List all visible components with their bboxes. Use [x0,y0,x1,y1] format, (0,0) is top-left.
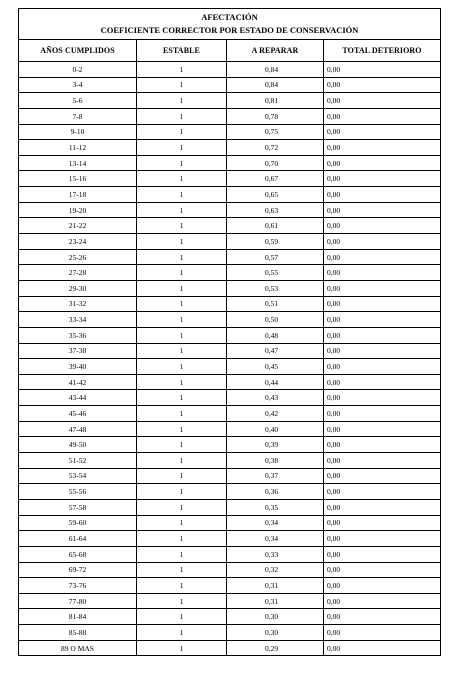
estable-cell: 1 [137,327,227,343]
a-reparar-cell: 0,34 [227,515,324,531]
estable-cell: 1 [137,374,227,390]
table-row [19,343,441,359]
a-reparar-cell: 0,43 [227,390,324,406]
a-reparar-cell: 0,55 [227,265,324,281]
a-reparar-cell: 0,50 [227,312,324,328]
age-range-cell: 29-30 [19,280,137,296]
table-row [19,640,441,656]
table-row [19,468,441,484]
estable-cell: 1 [137,453,227,469]
age-range-cell: 41-42 [19,374,137,390]
total-deterioro-cell: 0,00 [324,499,441,515]
total-deterioro-cell: 0,00 [324,202,441,218]
total-deterioro-cell: 0,00 [324,93,441,109]
total-deterioro-cell: 0,00 [324,546,441,562]
a-reparar-cell: 0,34 [227,531,324,547]
estable-cell: 1 [137,468,227,484]
age-range-cell: 65-68 [19,546,137,562]
total-deterioro-cell: 0,00 [324,155,441,171]
estable-cell: 1 [137,249,227,265]
age-range-cell: 49-50 [19,437,137,453]
total-deterioro-cell: 0,00 [324,124,441,140]
age-range-cell: 35-36 [19,327,137,343]
table-row [19,218,441,234]
estable-cell: 1 [137,515,227,531]
total-deterioro-cell: 0,00 [324,265,441,281]
a-reparar-cell: 0,45 [227,359,324,375]
total-deterioro-cell: 0,00 [324,327,441,343]
total-deterioro-cell: 0,00 [324,108,441,124]
total-deterioro-cell: 0,00 [324,249,441,265]
table-row [19,578,441,594]
total-deterioro-cell: 0,00 [324,578,441,594]
estable-cell: 1 [137,531,227,547]
age-range-cell: 37-38 [19,343,137,359]
estable-cell: 1 [137,562,227,578]
header-total-deterioro: TOTAL DETERIORO [324,40,441,62]
table-row [19,359,441,375]
a-reparar-cell: 0,33 [227,546,324,562]
estable-cell: 1 [137,280,227,296]
table-row [19,531,441,547]
a-reparar-cell: 0,78 [227,108,324,124]
age-range-cell: 17-18 [19,187,137,203]
age-range-cell: 43-44 [19,390,137,406]
age-range-cell: 25-26 [19,249,137,265]
age-range-cell: 51-52 [19,453,137,469]
table-title [19,9,441,40]
a-reparar-cell: 0,84 [227,62,324,78]
title-line-2: COEFICIENTE CORRECTOR POR ESTADO DE CONSERVACIÓN [100,25,359,35]
estable-cell: 1 [137,484,227,500]
total-deterioro-cell: 0,00 [324,406,441,422]
a-reparar-cell: 0,30 [227,625,324,641]
total-deterioro-cell: 0,00 [324,374,441,390]
a-reparar-cell: 0,37 [227,468,324,484]
table-row [19,155,441,171]
age-range-cell: 59-60 [19,515,137,531]
age-range-cell: 9-10 [19,124,137,140]
estable-cell: 1 [137,578,227,594]
age-range-cell: 21-22 [19,218,137,234]
table-row [19,265,441,281]
a-reparar-cell: 0,72 [227,140,324,156]
estable-cell: 1 [137,437,227,453]
age-range-cell: 11-12 [19,140,137,156]
header-a-reparar: A REPARAR [227,40,324,62]
total-deterioro-cell: 0,00 [324,77,441,93]
table-row [19,93,441,109]
a-reparar-cell: 0,38 [227,453,324,469]
estable-cell: 1 [137,296,227,312]
table-row [19,296,441,312]
table-row [19,171,441,187]
table-row [19,202,441,218]
total-deterioro-cell: 0,00 [324,593,441,609]
table-row [19,327,441,343]
estable-cell: 1 [137,609,227,625]
table-row [19,625,441,641]
a-reparar-cell: 0,48 [227,327,324,343]
estable-cell: 1 [137,140,227,156]
estable-cell: 1 [137,93,227,109]
a-reparar-cell: 0,59 [227,234,324,250]
a-reparar-cell: 0,63 [227,202,324,218]
total-deterioro-cell: 0,00 [324,640,441,656]
table-row [19,562,441,578]
estable-cell: 1 [137,62,227,78]
age-range-cell: 27-28 [19,265,137,281]
total-deterioro-cell: 0,00 [324,171,441,187]
a-reparar-cell: 0,75 [227,124,324,140]
a-reparar-cell: 0,36 [227,484,324,500]
estable-cell: 1 [137,171,227,187]
total-deterioro-cell: 0,00 [324,62,441,78]
table-row [19,108,441,124]
table-row [19,593,441,609]
a-reparar-cell: 0,61 [227,218,324,234]
total-deterioro-cell: 0,00 [324,140,441,156]
a-reparar-cell: 0,39 [227,437,324,453]
table-row [19,390,441,406]
a-reparar-cell: 0,32 [227,562,324,578]
estable-cell: 1 [137,218,227,234]
a-reparar-cell: 0,29 [227,640,324,656]
total-deterioro-cell: 0,00 [324,218,441,234]
a-reparar-cell: 0,70 [227,155,324,171]
a-reparar-cell: 0,31 [227,578,324,594]
age-range-cell: 15-16 [19,171,137,187]
a-reparar-cell: 0,30 [227,609,324,625]
age-range-cell: 7-8 [19,108,137,124]
table-row [19,484,441,500]
table-body [19,62,441,656]
a-reparar-cell: 0,65 [227,187,324,203]
age-range-cell: 61-64 [19,531,137,547]
total-deterioro-cell: 0,00 [324,484,441,500]
table-row [19,421,441,437]
table-row [19,77,441,93]
table-row [19,609,441,625]
column-header-row [19,40,441,62]
age-range-cell: 19-20 [19,202,137,218]
age-range-cell: 53-54 [19,468,137,484]
coefficient-table [18,8,441,656]
a-reparar-cell: 0,42 [227,406,324,422]
age-range-cell: 47-48 [19,421,137,437]
table-row [19,140,441,156]
age-range-cell: 31-32 [19,296,137,312]
a-reparar-cell: 0,40 [227,421,324,437]
age-range-cell: 39-40 [19,359,137,375]
total-deterioro-cell: 0,00 [324,562,441,578]
a-reparar-cell: 0,67 [227,171,324,187]
table-row [19,312,441,328]
age-range-cell: 55-56 [19,484,137,500]
estable-cell: 1 [137,593,227,609]
total-deterioro-cell: 0,00 [324,625,441,641]
estable-cell: 1 [137,390,227,406]
a-reparar-cell: 0,31 [227,593,324,609]
total-deterioro-cell: 0,00 [324,296,441,312]
a-reparar-cell: 0,81 [227,93,324,109]
total-deterioro-cell: 0,00 [324,312,441,328]
estable-cell: 1 [137,77,227,93]
a-reparar-cell: 0,53 [227,280,324,296]
table-row [19,406,441,422]
estable-cell: 1 [137,343,227,359]
estable-cell: 1 [137,108,227,124]
table-row [19,437,441,453]
total-deterioro-cell: 0,00 [324,187,441,203]
estable-cell: 1 [137,421,227,437]
total-deterioro-cell: 0,00 [324,390,441,406]
table-row [19,374,441,390]
age-range-cell: 33-34 [19,312,137,328]
total-deterioro-cell: 0,00 [324,531,441,547]
age-range-cell: 85-88 [19,625,137,641]
total-deterioro-cell: 0,00 [324,437,441,453]
estable-cell: 1 [137,187,227,203]
estable-cell: 1 [137,406,227,422]
age-range-cell: 3-4 [19,77,137,93]
total-deterioro-cell: 0,00 [324,453,441,469]
table-row [19,124,441,140]
total-deterioro-cell: 0,00 [324,359,441,375]
age-range-cell: 0-2 [19,62,137,78]
table-row [19,234,441,250]
total-deterioro-cell: 0,00 [324,234,441,250]
age-range-cell: 5-6 [19,93,137,109]
total-deterioro-cell: 0,00 [324,343,441,359]
estable-cell: 1 [137,234,227,250]
header-anos-cumplidos: AÑOS CUMPLIDOS [19,40,137,62]
table-row [19,62,441,78]
age-range-cell: 69-72 [19,562,137,578]
a-reparar-cell: 0,47 [227,343,324,359]
table-row [19,453,441,469]
estable-cell: 1 [137,625,227,641]
a-reparar-cell: 0,35 [227,499,324,515]
age-range-cell: 57-58 [19,499,137,515]
table-row [19,249,441,265]
a-reparar-cell: 0,84 [227,77,324,93]
total-deterioro-cell: 0,00 [324,421,441,437]
total-deterioro-cell: 0,00 [324,609,441,625]
title-line-1: AFECTACIÓN [201,12,258,22]
estable-cell: 1 [137,155,227,171]
estable-cell: 1 [137,265,227,281]
age-range-cell: 13-14 [19,155,137,171]
a-reparar-cell: 0,51 [227,296,324,312]
estable-cell: 1 [137,124,227,140]
table-row [19,546,441,562]
a-reparar-cell: 0,57 [227,249,324,265]
estable-cell: 1 [137,640,227,656]
estable-cell: 1 [137,499,227,515]
total-deterioro-cell: 0,00 [324,280,441,296]
estable-cell: 1 [137,312,227,328]
header-estable: ESTABLE [137,40,227,62]
age-range-cell: 23-24 [19,234,137,250]
age-range-cell: 81-84 [19,609,137,625]
age-range-cell: 45-46 [19,406,137,422]
total-deterioro-cell: 0,00 [324,468,441,484]
table-row [19,187,441,203]
a-reparar-cell: 0,44 [227,374,324,390]
total-deterioro-cell: 0,00 [324,515,441,531]
age-range-cell: 73-76 [19,578,137,594]
age-range-cell: 89 O MAS [19,640,137,656]
table-row [19,499,441,515]
estable-cell: 1 [137,359,227,375]
estable-cell: 1 [137,202,227,218]
age-range-cell: 77-80 [19,593,137,609]
table-row [19,280,441,296]
table-row [19,515,441,531]
table-title-row [19,9,441,40]
estable-cell: 1 [137,546,227,562]
